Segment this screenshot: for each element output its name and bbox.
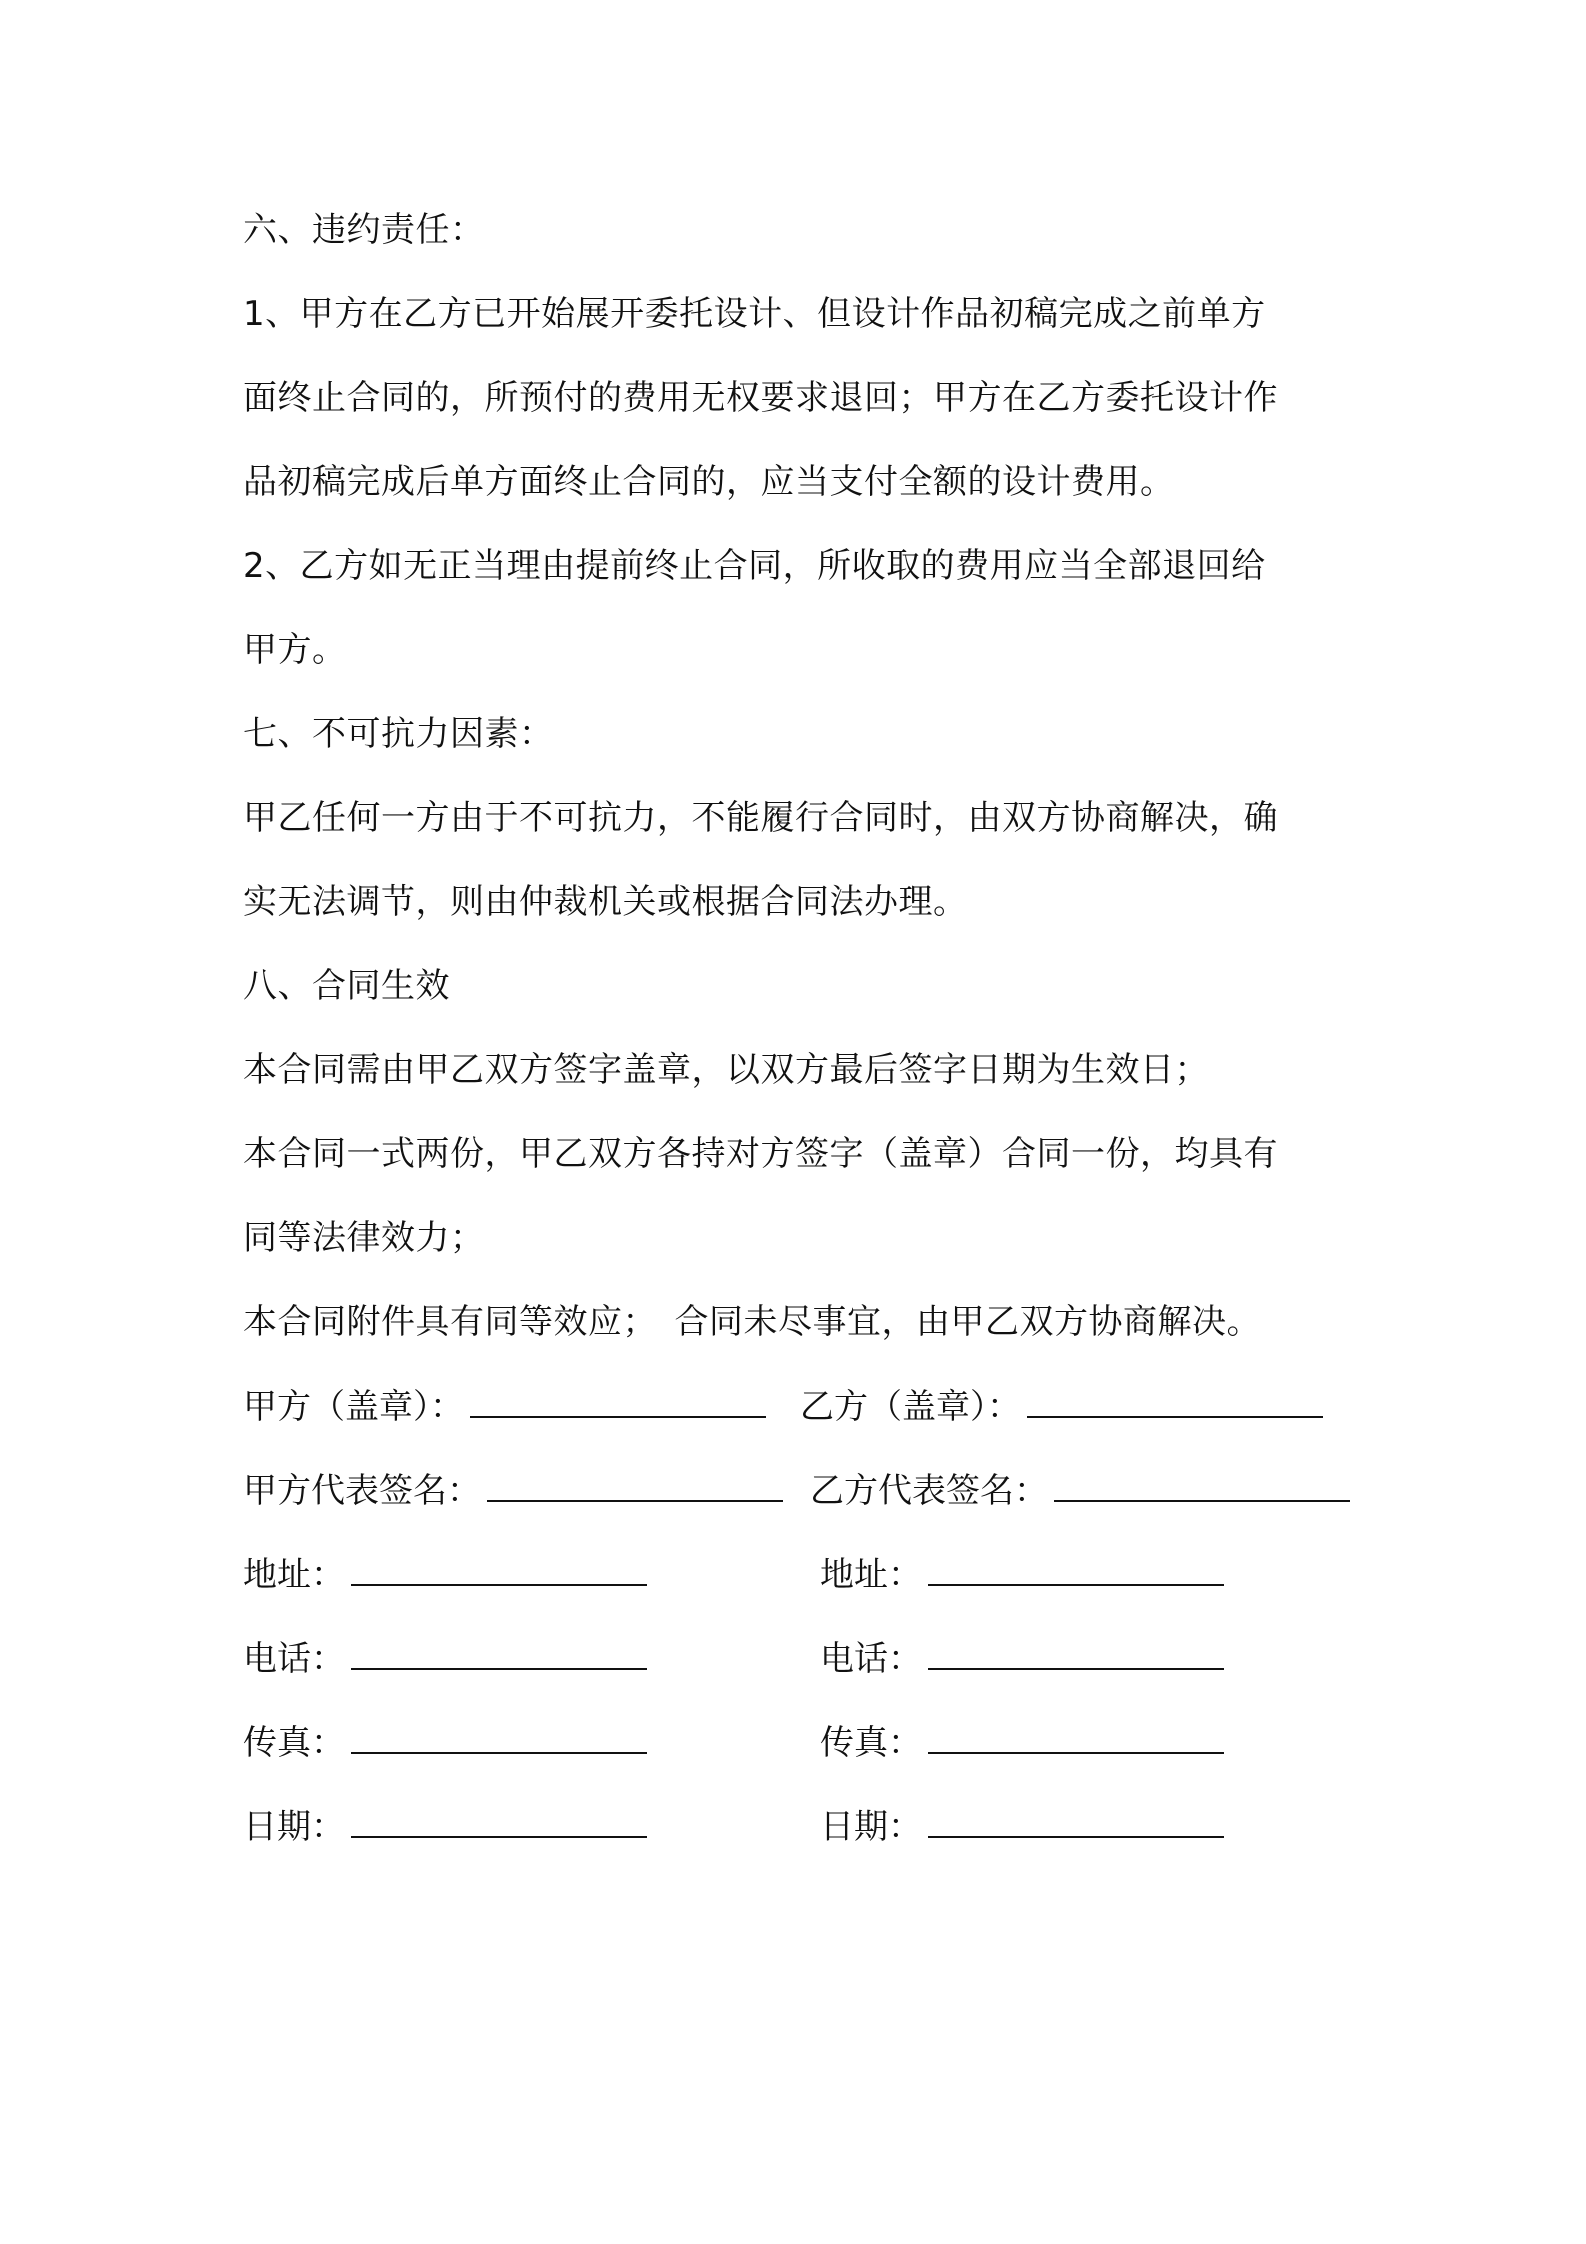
paragraph-line: 本合同一式两份，甲乙双方各持对方签字（盖章）合同一份，均具有 — [243, 1134, 1278, 1174]
party-b-rep-blank[interactable] — [1054, 1466, 1350, 1502]
paragraph-line: 面终止合同的，所预付的费用无权要求退回；甲方在乙方委托设计作 — [243, 378, 1278, 418]
party-a-phone-blank[interactable] — [351, 1634, 647, 1670]
fax-label: 传真： — [243, 1723, 345, 1763]
date-label: 日期： — [820, 1807, 922, 1847]
party-b-address-blank[interactable] — [928, 1550, 1224, 1586]
party-a-seal-field — [243, 1382, 766, 1431]
party-b-date-blank[interactable] — [928, 1802, 1224, 1838]
party-b-phone-field — [820, 1634, 1224, 1683]
paragraph-line: 2、乙方如无正当理由提前终止合同，所收取的费用应当全部退回给 — [243, 546, 1266, 586]
address-label: 地址： — [820, 1555, 922, 1595]
party-a-date-field — [243, 1802, 647, 1851]
party-b-date-field — [820, 1802, 1224, 1851]
section-7-heading: 七、不可抗力因素： — [243, 714, 554, 754]
paragraph-line: 实无法调节，则由仲裁机关或根据合同法办理。 — [243, 882, 968, 922]
phone-label: 电话： — [243, 1639, 345, 1679]
paragraph-line: 本合同需由甲乙双方签字盖章，以双方最后签字日期为生效日； — [243, 1050, 1209, 1090]
party-b-fax-field — [820, 1718, 1224, 1767]
party-b-fax-blank[interactable] — [928, 1718, 1224, 1754]
party-b-rep-label: 乙方代表签名： — [810, 1471, 1048, 1511]
party-b-rep-field — [810, 1466, 1350, 1515]
party-b-seal-blank[interactable] — [1027, 1382, 1323, 1418]
party-a-seal-blank[interactable] — [470, 1382, 766, 1418]
party-b-seal-field — [800, 1382, 1323, 1431]
party-a-rep-blank[interactable] — [487, 1466, 783, 1502]
party-a-phone-field — [243, 1634, 647, 1683]
paragraph-line: 品初稿完成后单方面终止合同的，应当支付全额的设计费用。 — [243, 462, 1175, 502]
section-6-heading: 六、违约责任： — [243, 210, 485, 250]
party-b-phone-blank[interactable] — [928, 1634, 1224, 1670]
party-a-fax-blank[interactable] — [351, 1718, 647, 1754]
party-a-rep-field — [243, 1466, 783, 1515]
section-8-heading: 八、合同生效 — [243, 966, 450, 1006]
party-a-date-blank[interactable] — [351, 1802, 647, 1838]
party-a-rep-label: 甲方代表签名： — [243, 1471, 481, 1511]
paragraph-line: 甲方。 — [243, 630, 347, 670]
paragraph-line: 1、甲方在乙方已开始展开委托设计、但设计作品初稿完成之前单方 — [243, 294, 1266, 334]
party-b-address-field — [820, 1550, 1224, 1599]
paragraph-line: 本合同附件具有同等效应； 合同未尽事宜，由甲乙双方协商解决。 — [243, 1302, 1261, 1342]
party-a-address-field — [243, 1550, 647, 1599]
party-a-seal-label: 甲方（盖章）： — [243, 1387, 464, 1427]
party-b-seal-label: 乙方（盖章）： — [800, 1387, 1021, 1427]
party-a-fax-field — [243, 1718, 647, 1767]
date-label: 日期： — [243, 1807, 345, 1847]
phone-label: 电话： — [820, 1639, 922, 1679]
address-label: 地址： — [243, 1555, 345, 1595]
party-a-address-blank[interactable] — [351, 1550, 647, 1586]
paragraph-line: 甲乙任何一方由于不可抗力，不能履行合同时，由双方协商解决，确 — [243, 798, 1278, 838]
paragraph-line: 同等法律效力； — [243, 1218, 485, 1258]
fax-label: 传真： — [820, 1723, 922, 1763]
